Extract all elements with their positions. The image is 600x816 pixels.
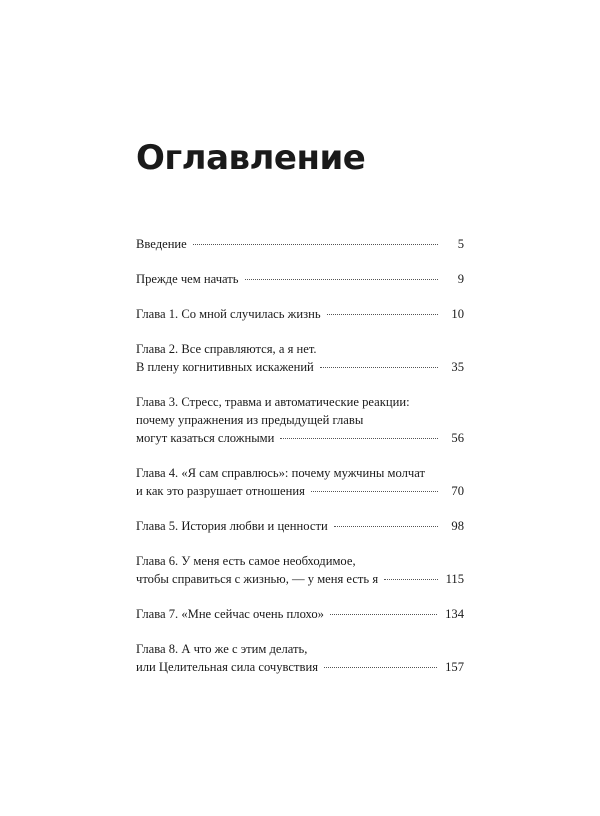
toc-page-number: 134 <box>445 607 464 621</box>
toc-entry-title-line: Глава 8. А что же с этим делать, <box>136 642 308 656</box>
toc-entry-title-line: чтобы справиться с жизнью, — у меня есть я <box>136 572 379 586</box>
toc-entry-title: Глава 5. История любви и ценности <box>136 519 328 533</box>
toc-page-number: 9 <box>457 272 464 286</box>
toc-entry-title-line: могут казаться сложными <box>136 431 275 445</box>
toc-entry-title-line: почему упражнения из предыдущей главы <box>136 413 364 427</box>
toc-entry-title-line: Глава 3. Стресс, травма и автоматические реакции: <box>136 395 410 409</box>
toc-entry-chapter-6[interactable] <box>136 552 464 588</box>
toc-entry-title: Глава 7. «Мне сейчас очень плохо» <box>136 607 324 621</box>
toc-page-number: 35 <box>451 360 464 374</box>
toc-leader-dots <box>334 526 438 527</box>
toc-entry-chapter-2[interactable] <box>136 340 464 376</box>
toc-leader-dots <box>311 491 438 492</box>
toc-leader-dots <box>245 279 438 280</box>
toc-entry-title-line: Глава 4. «Я сам справлюсь»: почему мужчины молчат <box>136 466 426 480</box>
toc-page-number: 115 <box>445 572 464 586</box>
toc-page-number: 10 <box>451 307 464 321</box>
toc-entry-title-line: или Целительная сила сочувствия <box>136 660 319 674</box>
toc-page-number: 70 <box>451 484 464 498</box>
page-title: Оглавление <box>136 138 366 178</box>
toc-entry-title: Введение <box>136 237 187 251</box>
toc-entry-chapter-5[interactable] <box>136 517 464 535</box>
toc-entry-title-line: Глава 2. Все справляются, а я нет. <box>136 342 317 356</box>
toc-leader-dots <box>384 579 437 580</box>
toc-entry-title-line: В плену когнитивных искажений <box>136 360 314 374</box>
toc-leader-dots <box>324 667 437 668</box>
table-of-contents <box>136 235 464 693</box>
toc-leader-dots <box>320 367 438 368</box>
toc-entry-title-line: и как это разрушает отношения <box>136 484 305 498</box>
toc-entry-title: Глава 1. Со мной случилась жизнь <box>136 307 321 321</box>
toc-page-number: 56 <box>451 431 464 445</box>
toc-leader-dots <box>193 244 438 245</box>
toc-entry-before-start[interactable] <box>136 270 464 288</box>
toc-entry-title-line: Глава 6. У меня есть самое необходимое, <box>136 554 356 568</box>
toc-leader-dots <box>327 314 438 315</box>
toc-entry-chapter-7[interactable] <box>136 605 464 623</box>
toc-entry-chapter-4[interactable] <box>136 464 464 500</box>
toc-page-number: 98 <box>451 519 464 533</box>
toc-page-number: 157 <box>445 660 464 674</box>
toc-entry-chapter-1[interactable] <box>136 305 464 323</box>
toc-entry-title: Прежде чем начать <box>136 272 239 286</box>
toc-entry-introduction[interactable] <box>136 235 464 253</box>
toc-entry-chapter-8[interactable] <box>136 640 464 676</box>
toc-page-number: 5 <box>457 237 464 251</box>
toc-leader-dots <box>330 614 437 615</box>
toc-entry-chapter-3[interactable] <box>136 393 464 447</box>
toc-leader-dots <box>280 438 438 439</box>
